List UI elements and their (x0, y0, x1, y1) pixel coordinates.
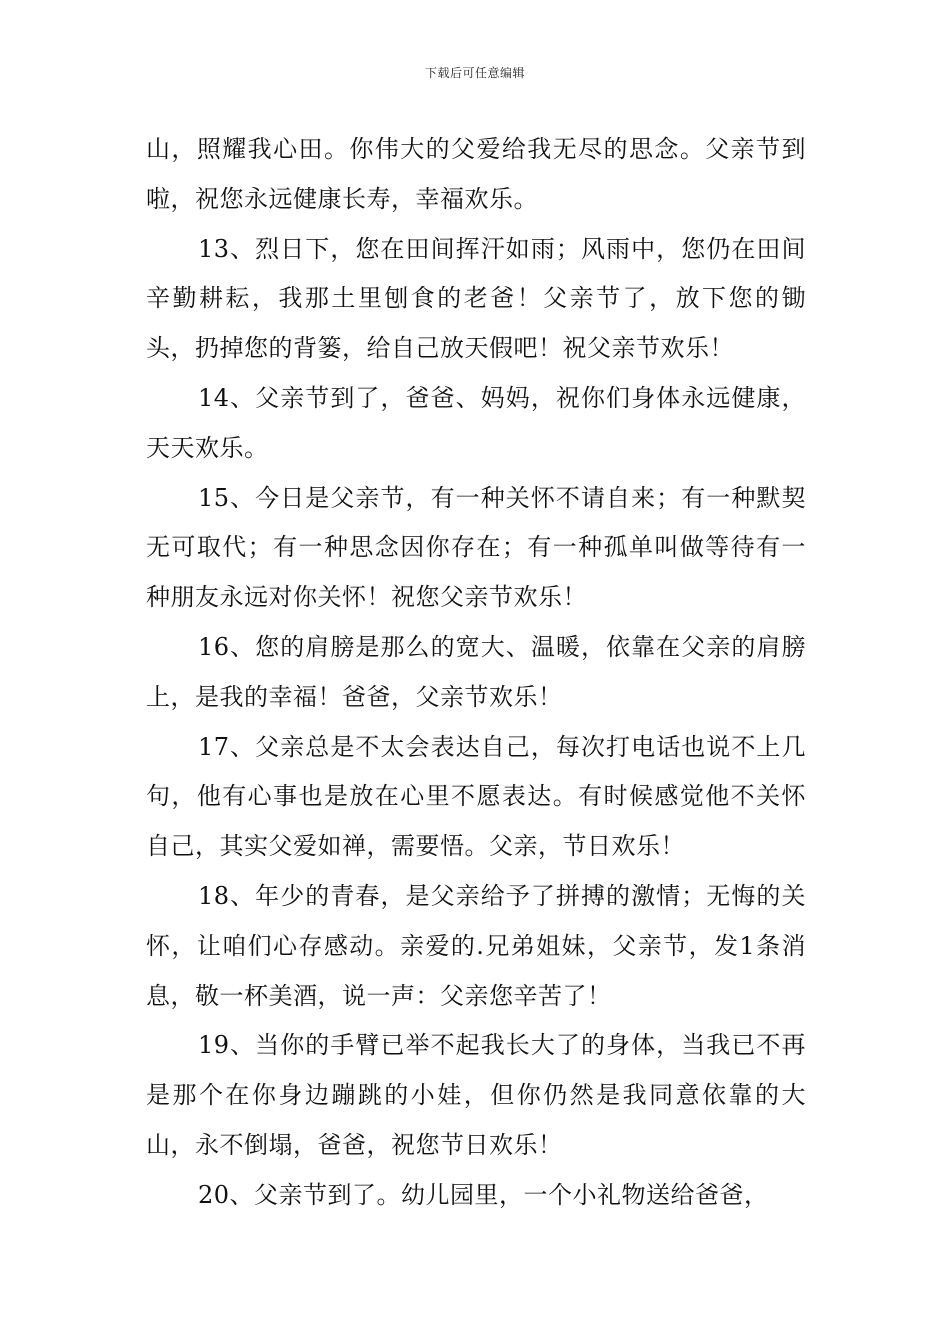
document-body (146, 125, 806, 1221)
paragraph-20: 20、父亲节到了。幼儿园里，一个小礼物送给爸爸， (198, 1180, 769, 1209)
page-header: 下载后可任意编辑 (424, 66, 525, 80)
paragraph-14: 14、父亲节到了，爸爸、妈妈，祝你们身体永远健康，天天欢乐。 (146, 383, 806, 462)
paragraph-19: 19、当你的手臂已举不起我长大了的身体，当我已不再是那个在你身边蹦跳的小娃，但你仍然是我同意依靠的大山，永不倒塌，爸爸，祝您节日欢乐！ (146, 1031, 806, 1159)
paragraph-16: 16、您的肩膀是那么的宽大、温暖，依靠在父亲的肩膀上，是我的幸福！爸爸，父亲节欢乐！ (146, 632, 806, 711)
paragraph-15: 15、今日是父亲节，有一种关怀不请自来；有一种默契无可取代；有一种思念因你存在；有一种孤单叫做等待有一种朋友永远对你关怀！祝您父亲节欢乐！ (146, 483, 806, 612)
paragraph-13: 13、烈日下，您在田间挥汗如雨；风雨中，您仍在田间辛勤耕耘，我那土里刨食的老爸！父亲节了，放下您的锄头，扔掉您的背篓，给自己放天假吧！祝父亲节欢乐！ (146, 234, 806, 363)
paragraph-18: 18、年少的青春，是父亲给予了拼搏的激情；无悔的关怀，让咱们心存感动。亲爱的.兄弟姐妹，父亲节，发1条消息，敬一杯美酒，说一声：父亲您辛苦了！ (146, 881, 806, 1010)
paragraph-1: 山，照耀我心田。你伟大的父爱给我无尽的思念。父亲节到啦，祝您永远健康长寿，幸福欢乐。 (146, 135, 806, 213)
paragraph-17: 17、父亲总是不太会表达自己，每次打电话也说不上几句，他有心事也是放在心里不愿表达。有时候感觉他不关怀自己，其实父爱如禅，需要悟。父亲，节日欢乐！ (146, 732, 806, 861)
